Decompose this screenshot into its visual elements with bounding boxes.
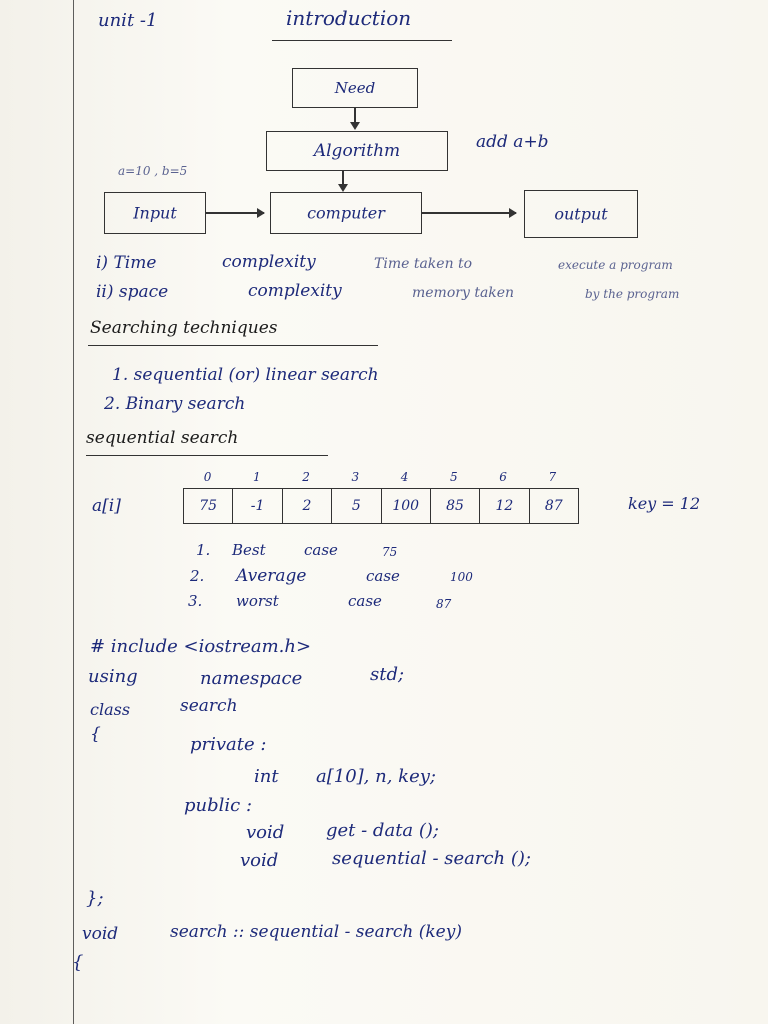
code-line-include: # include <iostream.h> [90,636,312,657]
time-complexity-term: complexity [222,252,316,272]
computer-label: computer [307,203,385,223]
sequential-heading: sequential search [86,428,239,448]
space-complexity-term: complexity [248,281,342,301]
code-int-keyword: int [254,766,279,787]
code-void-keyword: void [240,850,279,871]
array-index: 2 [302,470,310,484]
add-note: add a+b [476,132,549,152]
input-label: Input [133,203,177,223]
array-cell: 12 [480,489,529,523]
array-index: 4 [400,470,409,484]
output-label: output [554,204,608,224]
code-public: public : [184,795,253,816]
code-private: private : [190,734,267,755]
case-word: case [366,567,400,585]
output-box [524,190,638,238]
code-function-signature: search :: sequential - search (key) [170,922,462,942]
code-using-keyword: using [88,666,138,687]
search-item-1: 1. sequential (or) linear search [112,365,379,385]
case-value: 100 [450,570,473,584]
array-index: 1 [253,470,261,484]
array-index: 6 [499,470,507,484]
case-number: 3. [188,592,203,610]
array-index: 7 [548,470,557,484]
code-namespace: namespace [200,668,303,689]
array-index: 0 [203,470,212,484]
array-cell: 100 [382,489,431,523]
array-indices [183,470,577,484]
code-void-keyword: void [82,924,119,944]
algorithm-box [266,131,448,171]
code-open-brace: { [90,724,101,744]
space-complexity-desc-2: by the program [585,287,680,301]
case-word: case [304,541,338,559]
algorithm-label: Algorithm [313,141,401,161]
space-number: ii) space [96,282,169,302]
array-index: 5 [450,470,458,484]
search-item-2: 2. Binary search [104,394,246,414]
key-label: key = 12 [628,494,701,513]
time-complexity-desc-2: execute a program [558,258,673,272]
code-members: a[10], n, key; [316,766,436,787]
code-get-data: get - data (); [326,820,439,841]
space-complexity-desc: memory taken [412,285,515,301]
array-cell: 75 [184,489,233,523]
sequential-underline [86,455,328,456]
case-label: Average [236,566,307,586]
array-label: a[i] [92,496,121,516]
case-word: case [348,592,382,610]
vars-note: a=10 , b=5 [118,164,188,178]
page-title: introduction [286,6,412,30]
code-sequential-search-decl: sequential - search (); [332,848,531,869]
input-box [104,192,206,234]
case-value: 75 [382,545,398,559]
time-number: i) Time [96,253,157,273]
unit-label: unit -1 [98,10,158,31]
array-cell: 85 [431,489,480,523]
code-std: std; [370,664,405,685]
searching-heading: Searching techniques [90,318,278,338]
arrow-input-to-computer [206,212,264,214]
code-class-keyword: class [90,700,131,719]
array-index: 3 [351,470,360,484]
array-cell: 5 [332,489,381,523]
arrow-algorithm-to-computer [342,170,344,190]
title-underline [272,40,452,41]
case-value: 87 [436,597,452,611]
array-cell: -1 [233,489,282,523]
need-box [292,68,418,108]
arrow-computer-to-output [422,212,516,214]
code-close-class: }; [86,888,104,909]
case-label: worst [236,592,279,610]
case-number: 2. [190,567,205,585]
need-label: Need [334,79,376,97]
case-label: Best [232,541,266,559]
arrow-need-to-algorithm [354,108,356,128]
computer-box [270,192,422,234]
array-cell: 2 [283,489,332,523]
code-class-name: search [180,696,238,716]
array-cell: 87 [544,498,563,514]
array-table [183,488,579,524]
margin-line [73,0,74,1024]
time-complexity-desc: Time taken to [374,256,473,272]
code-open-brace: { [72,952,84,973]
code-void-keyword: void [246,822,285,843]
case-number: 1. [196,541,211,559]
searching-underline [88,345,378,346]
